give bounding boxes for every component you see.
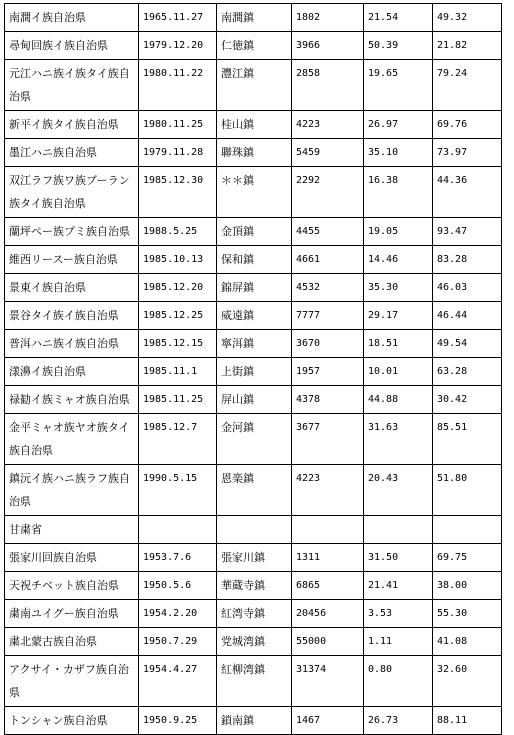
minority-ratio-cell: 55.30 bbox=[433, 600, 502, 628]
minority-ratio-cell bbox=[433, 516, 502, 544]
established-date-cell: 1954.4.27 bbox=[139, 656, 217, 707]
population-cell: 21.41 bbox=[364, 572, 433, 600]
area-cell: 1467 bbox=[292, 707, 364, 735]
established-date-cell: 1953.7.6 bbox=[139, 544, 217, 572]
county-name-cell: 尋甸回族イ族自治県 bbox=[5, 32, 139, 60]
area-cell: 1802 bbox=[292, 4, 364, 32]
table-row bbox=[5, 60, 502, 111]
area-cell: 20456 bbox=[292, 600, 364, 628]
area-cell bbox=[292, 516, 364, 544]
population-cell: 35.10 bbox=[364, 139, 433, 167]
minority-ratio-cell: 49.32 bbox=[433, 4, 502, 32]
established-date-cell: 1954.2.20 bbox=[139, 600, 217, 628]
table-row bbox=[5, 465, 502, 516]
established-date-cell: 1985.12.7 bbox=[139, 414, 217, 465]
population-cell: 31.63 bbox=[364, 414, 433, 465]
seat-town-cell: 屏山鎮 bbox=[217, 386, 292, 414]
county-name-cell: 金平ミャオ族ヤオ族タイ族自治県 bbox=[5, 414, 139, 465]
county-name-cell: 普洱ハニ族イ族自治県 bbox=[5, 330, 139, 358]
minority-ratio-cell: 21.82 bbox=[433, 32, 502, 60]
seat-town-cell: 金頂鎮 bbox=[217, 218, 292, 246]
population-cell: 44.88 bbox=[364, 386, 433, 414]
established-date-cell: 1985.12.15 bbox=[139, 330, 217, 358]
area-cell: 3677 bbox=[292, 414, 364, 465]
population-cell: 19.05 bbox=[364, 218, 433, 246]
area-cell: 4455 bbox=[292, 218, 364, 246]
established-date-cell: 1985.11.25 bbox=[139, 386, 217, 414]
minority-ratio-cell: 88.11 bbox=[433, 707, 502, 735]
minority-ratio-cell: 30.42 bbox=[433, 386, 502, 414]
seat-town-cell bbox=[217, 516, 292, 544]
population-cell: 26.73 bbox=[364, 707, 433, 735]
seat-town-cell: 恩楽鎮 bbox=[217, 465, 292, 516]
established-date-cell: 1979.11.28 bbox=[139, 139, 217, 167]
population-cell: 14.46 bbox=[364, 246, 433, 274]
minority-ratio-cell: 44.36 bbox=[433, 167, 502, 218]
table-row bbox=[5, 274, 502, 302]
table-row bbox=[5, 302, 502, 330]
population-cell: 29.17 bbox=[364, 302, 433, 330]
table-row bbox=[5, 544, 502, 572]
county-name-cell: 粛北蒙古族自治県 bbox=[5, 628, 139, 656]
seat-town-cell: 威遠鎮 bbox=[217, 302, 292, 330]
minority-ratio-cell: 63.28 bbox=[433, 358, 502, 386]
seat-town-cell: 鎖南鎮 bbox=[217, 707, 292, 735]
table-row bbox=[5, 4, 502, 32]
established-date-cell: 1990.5.15 bbox=[139, 465, 217, 516]
minority-ratio-cell: 49.54 bbox=[433, 330, 502, 358]
seat-town-cell: 桂山鎮 bbox=[217, 111, 292, 139]
area-cell: 55000 bbox=[292, 628, 364, 656]
minority-ratio-cell: 46.44 bbox=[433, 302, 502, 330]
minority-ratio-cell: 51.80 bbox=[433, 465, 502, 516]
population-cell: 16.38 bbox=[364, 167, 433, 218]
area-cell: 6865 bbox=[292, 572, 364, 600]
area-cell: 7777 bbox=[292, 302, 364, 330]
county-name-cell: 漾濞イ族自治県 bbox=[5, 358, 139, 386]
minority-ratio-cell: 79.24 bbox=[433, 60, 502, 111]
county-name-cell: 墨江ハニ族自治県 bbox=[5, 139, 139, 167]
table-row bbox=[5, 707, 502, 735]
area-cell: 3966 bbox=[292, 32, 364, 60]
table-row bbox=[5, 330, 502, 358]
population-cell: 1.11 bbox=[364, 628, 433, 656]
established-date-cell: 1985.12.30 bbox=[139, 167, 217, 218]
seat-town-cell: 灃江鎮 bbox=[217, 60, 292, 111]
table-row bbox=[5, 218, 502, 246]
county-name-cell: 維西リースー族自治県 bbox=[5, 246, 139, 274]
seat-town-cell: 金河鎮 bbox=[217, 414, 292, 465]
county-name-cell: 景谷タイ族イ族自治県 bbox=[5, 302, 139, 330]
minority-ratio-cell: 69.75 bbox=[433, 544, 502, 572]
population-cell: 50.39 bbox=[364, 32, 433, 60]
area-cell: 4223 bbox=[292, 465, 364, 516]
seat-town-cell: 仁徳鎮 bbox=[217, 32, 292, 60]
county-name-cell: 鎮沅イ族ハニ族ラフ族自治県 bbox=[5, 465, 139, 516]
minority-ratio-cell: 38.00 bbox=[433, 572, 502, 600]
seat-town-cell: 南澗鎮 bbox=[217, 4, 292, 32]
document-table-container bbox=[4, 3, 502, 735]
population-cell bbox=[364, 516, 433, 544]
established-date-cell: 1985.12.25 bbox=[139, 302, 217, 330]
minority-ratio-cell: 46.03 bbox=[433, 274, 502, 302]
county-name-cell: 新平イ族タイ族自治県 bbox=[5, 111, 139, 139]
table-row bbox=[5, 386, 502, 414]
county-name-cell: 天祝チベット族自治県 bbox=[5, 572, 139, 600]
seat-town-cell: ＊＊鎮 bbox=[217, 167, 292, 218]
table-row bbox=[5, 246, 502, 274]
area-cell: 2858 bbox=[292, 60, 364, 111]
area-cell: 4223 bbox=[292, 111, 364, 139]
seat-town-cell: 上街鎮 bbox=[217, 358, 292, 386]
table-row bbox=[5, 358, 502, 386]
area-cell: 5459 bbox=[292, 139, 364, 167]
county-name-cell: 禄勧イ族ミャオ族自治県 bbox=[5, 386, 139, 414]
table-row bbox=[5, 139, 502, 167]
established-date-cell: 1965.11.27 bbox=[139, 4, 217, 32]
area-cell: 4661 bbox=[292, 246, 364, 274]
minority-ratio-cell: 93.47 bbox=[433, 218, 502, 246]
seat-town-cell: 張家川鎮 bbox=[217, 544, 292, 572]
county-name-cell: アクサイ・カザフ族自治県 bbox=[5, 656, 139, 707]
established-date-cell: 1985.12.20 bbox=[139, 274, 217, 302]
population-cell: 10.01 bbox=[364, 358, 433, 386]
population-cell: 31.50 bbox=[364, 544, 433, 572]
minority-ratio-cell: 41.08 bbox=[433, 628, 502, 656]
area-cell: 1957 bbox=[292, 358, 364, 386]
county-name-cell: 元江ハニ族イ族タイ族自治県 bbox=[5, 60, 139, 111]
minority-ratio-cell: 83.28 bbox=[433, 246, 502, 274]
seat-town-cell: 錦屏鎮 bbox=[217, 274, 292, 302]
area-cell: 3670 bbox=[292, 330, 364, 358]
population-cell: 26.97 bbox=[364, 111, 433, 139]
population-cell: 21.54 bbox=[364, 4, 433, 32]
seat-town-cell: 党城湾鎮 bbox=[217, 628, 292, 656]
table-row bbox=[5, 656, 502, 707]
table-row bbox=[5, 516, 502, 544]
seat-town-cell: 紅柳湾鎮 bbox=[217, 656, 292, 707]
population-cell: 18.51 bbox=[364, 330, 433, 358]
established-date-cell: 1950.9.25 bbox=[139, 707, 217, 735]
minority-ratio-cell: 69.76 bbox=[433, 111, 502, 139]
table-row bbox=[5, 32, 502, 60]
population-cell: 0.80 bbox=[364, 656, 433, 707]
table-row bbox=[5, 414, 502, 465]
established-date-cell: 1988.5.25 bbox=[139, 218, 217, 246]
table-row bbox=[5, 167, 502, 218]
seat-town-cell: 聯珠鎮 bbox=[217, 139, 292, 167]
autonomous-county-table bbox=[4, 3, 502, 735]
table-body bbox=[5, 4, 502, 735]
seat-town-cell: 紅湾寺鎮 bbox=[217, 600, 292, 628]
area-cell: 31374 bbox=[292, 656, 364, 707]
established-date-cell: 1980.11.22 bbox=[139, 60, 217, 111]
area-cell: 2292 bbox=[292, 167, 364, 218]
county-name-cell: 蘭坪ペー族プミ族自治県 bbox=[5, 218, 139, 246]
minority-ratio-cell: 85.51 bbox=[433, 414, 502, 465]
minority-ratio-cell: 73.97 bbox=[433, 139, 502, 167]
county-name-cell: 双江ラフ族ワ族ブーラン族タイ族自治県 bbox=[5, 167, 139, 218]
population-cell: 19.65 bbox=[364, 60, 433, 111]
table-row bbox=[5, 111, 502, 139]
county-name-cell: 南澗イ族自治県 bbox=[5, 4, 139, 32]
population-cell: 35.30 bbox=[364, 274, 433, 302]
population-cell: 3.53 bbox=[364, 600, 433, 628]
population-cell: 20.43 bbox=[364, 465, 433, 516]
table-row bbox=[5, 628, 502, 656]
county-name-cell: 粛南ユイグー族自治県 bbox=[5, 600, 139, 628]
established-date-cell: 1985.11.1 bbox=[139, 358, 217, 386]
established-date-cell bbox=[139, 516, 217, 544]
established-date-cell: 1979.12.20 bbox=[139, 32, 217, 60]
seat-town-cell: 華蔵寺鎮 bbox=[217, 572, 292, 600]
county-name-cell: トンシャン族自治県 bbox=[5, 707, 139, 735]
table-row bbox=[5, 600, 502, 628]
established-date-cell: 1985.10.13 bbox=[139, 246, 217, 274]
area-cell: 4532 bbox=[292, 274, 364, 302]
established-date-cell: 1950.5.6 bbox=[139, 572, 217, 600]
table-row bbox=[5, 572, 502, 600]
area-cell: 4378 bbox=[292, 386, 364, 414]
county-name-cell: 景東イ族自治県 bbox=[5, 274, 139, 302]
seat-town-cell: 寧洱鎮 bbox=[217, 330, 292, 358]
established-date-cell: 1950.7.29 bbox=[139, 628, 217, 656]
area-cell: 1311 bbox=[292, 544, 364, 572]
county-name-cell: 甘粛省 bbox=[5, 516, 139, 544]
county-name-cell: 張家川回族自治県 bbox=[5, 544, 139, 572]
minority-ratio-cell: 32.60 bbox=[433, 656, 502, 707]
established-date-cell: 1980.11.25 bbox=[139, 111, 217, 139]
seat-town-cell: 保和鎮 bbox=[217, 246, 292, 274]
